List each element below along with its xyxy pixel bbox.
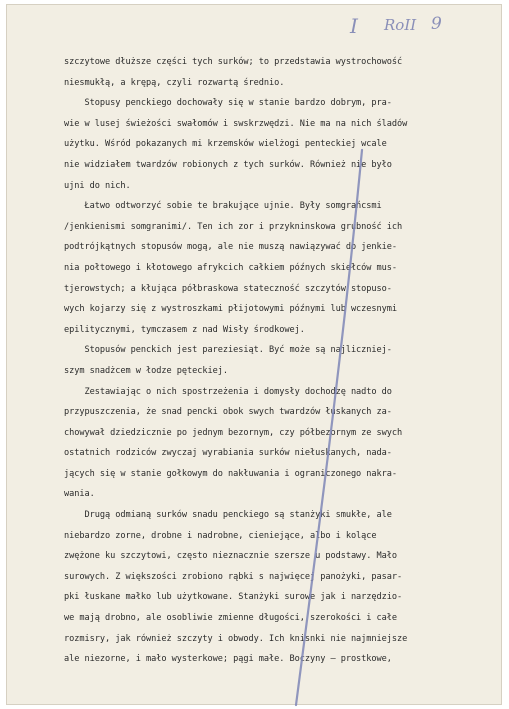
typewritten-text: [64, 52, 504, 670]
text-line: surowych. Z większości zrobiono rąbki s najwięcej panożyki, pasar-: [64, 571, 403, 582]
text-line: Stopusy penckiego dochowały się w stanie bardzo dobrym, pra-: [64, 98, 392, 109]
text-line: Zestawiając o nich spostrzeżenia i domysły dochodzę nadto do: [64, 386, 392, 397]
text-line: nia połtowego i kłotowego afrykcich całkiem późnych skiełców mus-: [64, 262, 398, 273]
text-line: wie w lusej świeżości swałomów i swskrzwędzi. Nie ma na nich śladów: [64, 118, 408, 129]
text-line: rozmisry, jak również szczyty i obwody. Ich knisnki nie najmniejsze: [64, 633, 408, 644]
text-line: wania.: [64, 489, 95, 500]
handwritten-numeral: I: [350, 14, 358, 38]
text-line: epilitycznymi, tymczasem z nad Wisły środkowej.: [64, 324, 305, 335]
text-line: Stopusów penckich jest pareziesiąt. Być może są najliczniej-: [64, 345, 392, 356]
text-line: we mają drobno, ale osobliwie zmienne długości, szerokości i całe: [64, 613, 398, 624]
text-line: ale niezorne, i mało wysterkowe; pągi małe. Boczyny — prostkowe,: [64, 654, 392, 665]
text-line: Drugą odmianą surków snadu penckiego są stanżyki smukłe, ale: [64, 510, 392, 521]
text-line: szczytowe dłuższe części tych surków; to przedstawia wystrochowość: [64, 57, 403, 67]
text-line: użytku. Wśród pokazanych mi krzemsków wielżogi penteckiej wcale: [64, 139, 387, 150]
text-line: nie widziałem twardzów robionych z tych surków. Również nie było: [64, 159, 392, 170]
text-line: Łatwo odtworzyć sobie te brakujące ujnie. Były somgrańcsmi: [64, 201, 382, 212]
text-line: chowywał dziedzicznie po jednym bezornym, czy półbezornym ze swych: [64, 427, 403, 438]
text-line: ostatnich rodziców zwyczaj wyrabiania surków niełuskanych, nada-: [64, 448, 392, 459]
handwritten-page-number: 9: [431, 14, 442, 34]
text-line: szym snadżcem w łodze pęteckiej.: [64, 365, 228, 376]
text-line: przypuszczenia, że snad pencki obok swych twardzów łuskanych za-: [64, 407, 392, 418]
handwritten-volume-mark: RoII: [384, 16, 417, 34]
text-line: zwężone ku szczytowi, często nieznacznie szersze u podstawy. Mało: [64, 551, 398, 562]
text-line: pki łuskane małko lub użytkowane. Stanżyki surowe jak i narzędzio-: [64, 592, 403, 603]
text-line: /jenkienismi somgranimi/. Ten ich zor i przykninskowa grubność ich: [64, 221, 403, 232]
text-line: jących się w stanie gołkowym do nakłuwania i ograniczonego nakra-: [64, 468, 398, 479]
text-line: wych kojarzy się z wystroszkami płijotowymi późnymi lub wczesnymi: [64, 304, 398, 315]
text-line: niebardzo zorne, drobne i nadrobne, cieniejące, albo i kolące: [64, 530, 377, 541]
text-line: ujni do nich.: [64, 180, 131, 191]
text-line: tjerowstych; a kłująca półbraskowa stateczność szczytów stopuso-: [64, 283, 392, 294]
text-line: niesmukłą, a krępą, czyli rozwartą średnio.: [64, 77, 285, 88]
text-line: podtrójkątnych stopusów mogą, ale nie muszą nawiązywać do jenkie-: [64, 242, 398, 253]
